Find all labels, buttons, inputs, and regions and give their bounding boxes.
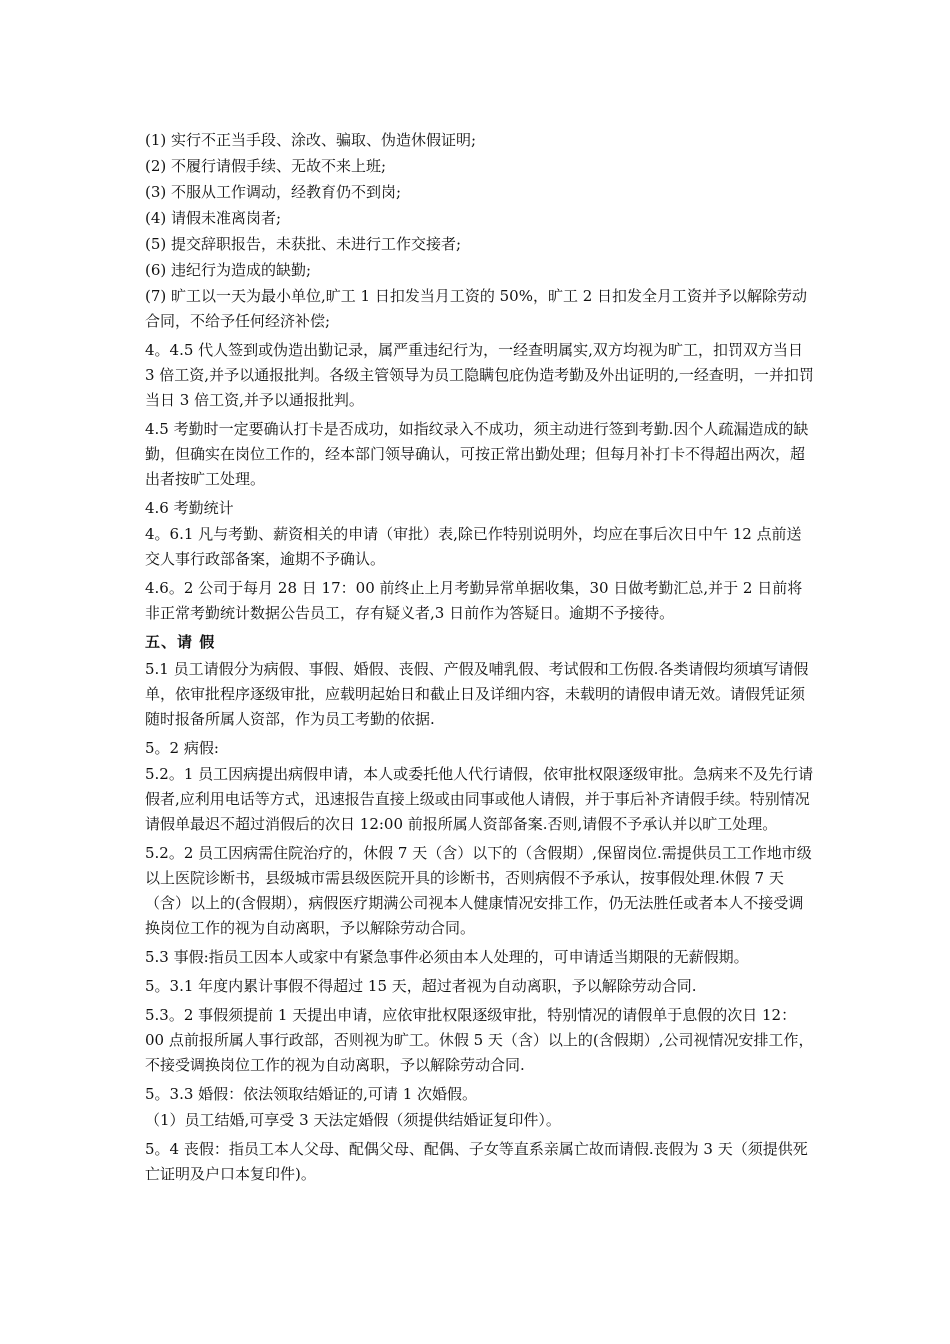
list-item: (2) 不履行请假手续、无故不来上班; [145, 157, 387, 175]
list-item: (5) 提交辞职报告，未获批、未进行工作交接者; [145, 235, 462, 253]
paragraph: 4。6.1 凡与考勤、薪资相关的申请（审批）表,除已作特别说明外，均应在事后次日中午 12 点前送交人事行政部备案，逾期不予确认。 [145, 525, 802, 568]
list-item: (3) 不服从工作调动，经教育仍不到岗; [145, 183, 402, 201]
document-body [145, 128, 815, 1191]
paragraph: 4.5 考勤时一定要确认打卡是否成功，如指纹录入不成功，须主动进行签到考勤.因个人疏漏造成的缺勤，但确实在岗位工作的，经本部门领导确认，可按正常出勤处理；但每月补打卡不得超出两次，超出者按旷工处理。 [145, 420, 809, 488]
paragraph: 4.6。2 公司于每月 28 日 17：00 前终止上月考勤异常单据收集，30 日做考勤汇总,并于 2 日前将非正常考勤统计数据公告员工，存有疑义者,3 日前作为答疑日。逾期不予接待。 [145, 579, 803, 622]
list-item: (1) 实行不正当手段、涂改、骗取、伪造休假证明; [145, 131, 477, 149]
list-item: (4) 请假未准离岗者; [145, 209, 282, 227]
paragraph: 5.3 事假:指员工因本人或家中有紧急事件必须由本人处理的，可申请适当期限的无薪假期。 [145, 948, 749, 966]
list-item: (7) 旷工以一天为最小单位,旷工 1 日扣发当月工资的 50%，旷工 2 日扣发全月工资并予以解除劳动合同，不给予任何经济补偿; [145, 287, 808, 330]
paragraph: 5。4 丧假：指员工本人父母、配偶父母、配偶、子女等直系亲属亡故而请假.丧假为 3 天（须提供死亡证明及户口本复印件)。 [145, 1140, 808, 1183]
paragraph: （1）员工结婚,可享受 3 天法定婚假（须提供结婚证复印件）。 [145, 1111, 561, 1129]
list-item: (6) 违纪行为造成的缺勤; [145, 261, 312, 279]
paragraph: 5.3。2 事假须提前 1 天提出申请，应依审批权限逐级审批，特别情况的请假单于息假的次日 12：00 点前报所属人事行政部，否则视为旷工。休假 5 天（含）以上的(含假期）,公司视情况安排工作，不接受调换岗位工作的视为自动离职，予以解除劳动合同. [145, 1006, 814, 1074]
paragraph: 5。3.1 年度内累计事假不得超过 15 天，超过者视为自动离职，予以解除劳动合同. [145, 977, 697, 995]
paragraph: 5.2。1 员工因病提出病假申请，本人或委托他人代行请假，依审批权限逐级审批。急病来不及先行请假者,应利用电话等方式，迅速报告直接上级或由同事或他人请假，并于事后补齐请假手续。特别情况请假单最迟不超过消假后的次日 12:00 前报所属人资部备案.否则,请假不予承认并以旷工处理。 [145, 765, 814, 833]
subheading: 4.6 考勤统计 [145, 499, 234, 517]
paragraph: 5。3.3 婚假：依法领取结婚证的,可请 1 次婚假。 [145, 1085, 478, 1103]
paragraph: 4。4.5 代人签到或伪造出勤记录，属严重违纪行为，一经查明属实,双方均视为旷工，扣罚双方当日 3 倍工资,并予以通报批判。各级主管领导为员工隐瞒包庇伪造考勤及外出证明的,一经查明，一并扣罚当日 3 倍工资,并予以通报批判。 [145, 341, 814, 409]
paragraph: 5.1 员工请假分为病假、事假、婚假、丧假、产假及哺乳假、考试假和工伤假.各类请假均须填写请假单，依审批程序逐级审批，应载明起始日和截止日及详细内容，未载明的请假申请无效。请假凭证须随时报备所属人资部，作为员工考勤的依据. [145, 660, 809, 728]
subheading: 5。2 病假: [145, 739, 219, 757]
section-heading: 五、请 假 [145, 633, 216, 651]
paragraph: 5.2。2 员工因病需住院治疗的，休假 7 天（含）以下的（含假期）,保留岗位.需提供员工工作地市级以上医院诊断书，县级城市需县级医院开具的诊断书，否则病假不予承认，按事假处理.休假 7 天（含）以上的(含假期），病假医疗期满公司视本人健康情况安排工作，仍无法胜任或者本人不接受调换岗位工作的视为自动离职，予以解除劳动合同。 [145, 844, 812, 937]
